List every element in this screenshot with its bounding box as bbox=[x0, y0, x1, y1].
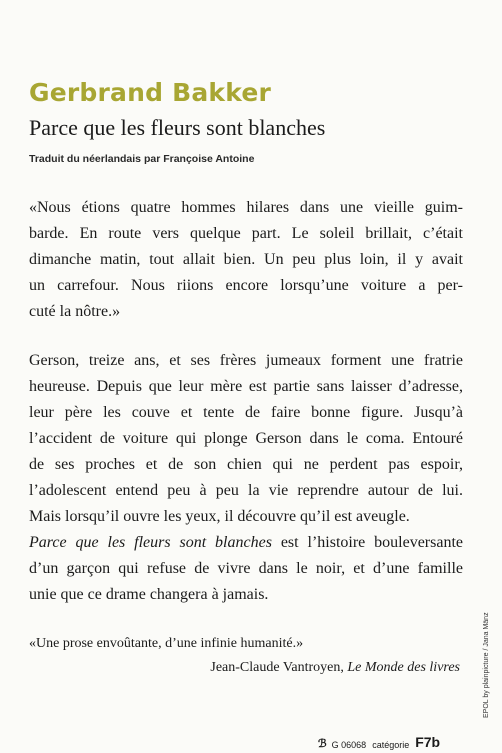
excerpt-line: un carrefour. Nous riions encore lorsqu’une voiture a per- bbox=[29, 277, 463, 294]
publisher-footer bbox=[318, 732, 440, 750]
summary-line: de ses proches et de son chien qui ne perdent pas espoir, bbox=[29, 456, 463, 473]
book-title: Parce que les fleurs sont blanches bbox=[29, 115, 326, 140]
excerpt-line: barde. En route vers quelque part. Le soleil brillait, c’était bbox=[29, 225, 463, 242]
review-quote: «Une prose envoûtante, d’une infinie humanité.» bbox=[29, 636, 304, 651]
summary-line: Mais lorsqu’il ouvre les yeux, il découvre qu’il est aveugle. bbox=[29, 508, 410, 525]
summary-line: l’accident de voiture qui plonge Gerson dans le coma. Entouré bbox=[29, 430, 463, 447]
summary-line bbox=[29, 530, 463, 556]
summary-line: Gerson, treize ans, et ses frères jumeaux forment une fratrie bbox=[29, 352, 463, 369]
author-name: Gerbrand Bakker bbox=[29, 78, 272, 107]
summary-line: d’un garçon qui refuse de vivre dans le noir, et d’une famille bbox=[29, 560, 463, 577]
summary-line-rest: est l’histoire bouleversante bbox=[271, 534, 463, 551]
translator-credit: Traduit du néerlandais par Françoise Antoine bbox=[29, 153, 255, 165]
review-author: Jean-Claude Vantroyen, bbox=[210, 660, 348, 675]
excerpt-line: cuté la nôtre.» bbox=[29, 303, 121, 320]
summary-line: heureuse. Depuis que leur mère est partie sans laisser d’adresse, bbox=[29, 378, 463, 395]
excerpt-line: dimanche matin, tout allait bien. Un peu plus loin, il y avait bbox=[29, 251, 463, 268]
publisher-logo-icon: ℬ bbox=[318, 738, 326, 750]
review-source: Le Monde des livres bbox=[347, 660, 460, 675]
excerpt-line: «Nous étions quatre hommes hilares dans une vieille guim- bbox=[29, 199, 463, 216]
photo-credit: EPOL by plainpicture / Jana Mänz bbox=[483, 612, 490, 718]
summary-book-title: Parce que les fleurs sont blanches bbox=[29, 534, 272, 551]
category-label: catégorie bbox=[372, 740, 410, 750]
summary-line: unie que ce drame changera à jamais. bbox=[29, 586, 269, 603]
category-code: F7b bbox=[415, 734, 441, 750]
summary-line: l’adolescent entend peu à peu la vie reprendre autour de lui. bbox=[29, 482, 463, 499]
summary-line: leur père les couve et tente de faire bonne figure. Jusqu’à bbox=[29, 404, 463, 421]
review-attribution bbox=[210, 660, 460, 676]
product-code: G 06068 bbox=[331, 740, 367, 750]
